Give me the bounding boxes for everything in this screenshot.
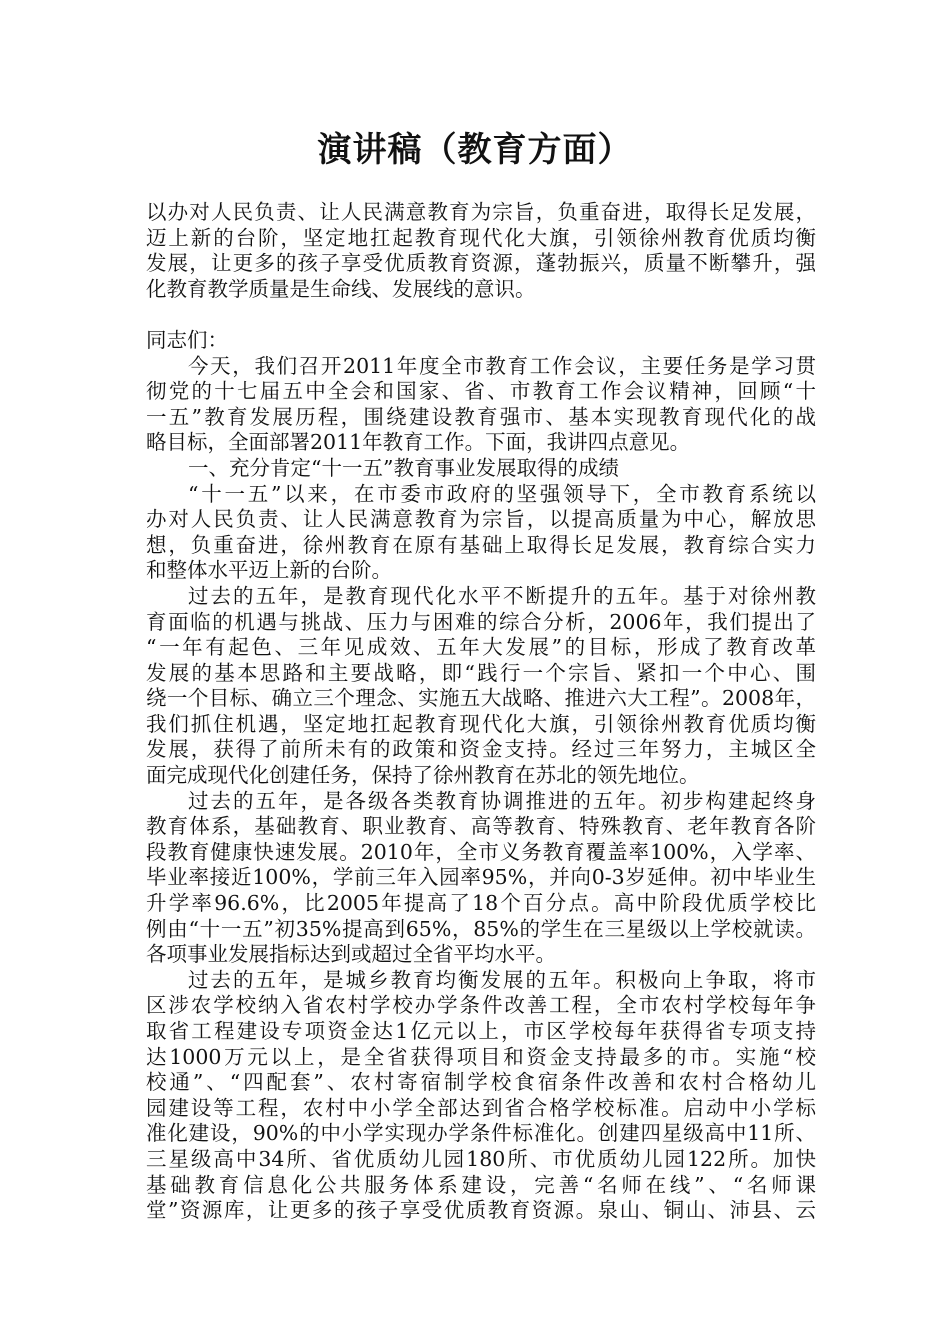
paragraph-line: “十一五”以来，在市委市政府的坚强领导下，全市教育系统以 — [188, 481, 816, 506]
paragraph-line: 堂”资源库，让更多的孩子享受优质教育资源。泉山、铜山、沛县、云 — [146, 1198, 816, 1223]
intro-line: 化教育教学质量是生命线、发展线的意识。 — [146, 276, 536, 301]
intro-line: 以办对人民负责、让人民满意教育为宗旨，负重奋进，取得长足发展， — [146, 200, 816, 224]
paragraph-line: 各项事业发展指标达到或超过全省平均水平。 — [146, 942, 556, 967]
section-heading: 一、充分肯定“十一五”教育事业发展取得的成绩 — [188, 455, 619, 480]
paragraph-line: 略目标，全面部署2011年教育工作。下面，我讲四点意见。 — [146, 430, 691, 455]
paragraph-line: 升学率96.6%，比2005年提高了18个百分点。高中阶段优质学校比 — [146, 891, 816, 916]
paragraph-line: 过去的五年，是教育现代化水平不断提升的五年。基于对徐州教 — [188, 583, 816, 608]
paragraph-line: 过去的五年，是城乡教育均衡发展的五年。积极向上争取，将市 — [188, 967, 816, 992]
paragraph-line: 我们抓住机遇，坚定地扛起教育现代化大旗，引领徐州教育优质均衡 — [146, 711, 816, 736]
document-body — [146, 200, 816, 1224]
paragraph-line: 彻党的十七届五中全会和国家、省、市教育工作会议精神，回顾“十 — [146, 379, 816, 404]
paragraph-line: 基础教育信息化公共服务体系建设，完善“名师在线”、“名师课 — [146, 1172, 816, 1197]
paragraph-line: 办对人民负责、让人民满意教育为宗旨，以提高质量为中心，解放思 — [146, 507, 816, 532]
salutation: 同志们： — [146, 327, 228, 352]
paragraph-line: 发展的基本思路和主要战略，即“践行一个宗旨、紧扣一个中心、围 — [146, 660, 816, 685]
paragraph-line: “一年有起色、三年见成效、五年大发展”的目标，形成了教育改革 — [146, 635, 816, 660]
paragraph-line: 和整体水平迈上新的台阶。 — [146, 558, 392, 583]
paragraph-line: 达1000万元以上，是全省获得项目和资金支持最多的市。实施“校 — [146, 1044, 816, 1069]
paragraph-line: 园建设等工程，农村中小学全部达到省合格学校标准。启动中小学标 — [146, 1095, 816, 1120]
paragraph-line: 教育体系，基础教育、职业教育、高等教育、特殊教育、老年教育各阶 — [146, 814, 816, 839]
paragraph-line: 三星级高中34所、省优质幼儿园180所、市优质幼儿园122所。加快 — [146, 1146, 816, 1171]
paragraph-line: 今天，我们召开2011年度全市教育工作会议，主要任务是学习贯 — [188, 353, 816, 378]
paragraph-line: 育面临的机遇与挑战、压力与困难的综合分析，2006年，我们提出了 — [146, 609, 816, 634]
paragraph-line: 段教育健康快速发展。2010年，全市义务教育覆盖率100%，入学率、 — [146, 839, 816, 864]
intro-line: 迈上新的台阶，坚定地扛起教育现代化大旗，引领徐州教育优质均衡 — [146, 225, 816, 250]
paragraph-line: 绕一个目标、确立三个理念、实施五大战略、推进六大工程”。2008年， — [146, 686, 816, 711]
paragraph-line: 区涉农学校纳入省农村学校办学条件改善工程，全市农村学校每年争 — [146, 993, 816, 1018]
intro-line: 发展，让更多的孩子享受优质教育资源，蓬勃振兴，质量不断攀升，强 — [146, 251, 816, 276]
blank-line — [146, 302, 816, 328]
paragraph-line: 取省工程建设专项资金达1亿元以上，市区学校每年获得省专项支持 — [146, 1019, 816, 1043]
paragraph-line: 过去的五年，是各级各类教育协调推进的五年。初步构建起终身 — [188, 788, 816, 813]
paragraph-line: 毕业率接近100%，学前三年入园率95%，并向0-3岁延伸。初中毕业生 — [146, 865, 816, 890]
paragraph-line: 发展，获得了前所未有的政策和资金支持。经过三年努力，主城区全 — [146, 737, 816, 762]
document-title: 演讲稿（教育方面） — [317, 130, 633, 170]
paragraph-line: 例由“十一五”初35%提高到65%，85%的学生在三星级以上学校就读。 — [146, 916, 816, 941]
paragraph-line: 面完成现代化创建任务，保持了徐州教育在苏北的领先地位。 — [146, 763, 700, 788]
paragraph-line: 准化建设，90%的中小学实现办学条件标准化。创建四星级高中11所、 — [146, 1121, 816, 1146]
paragraph-line: 校通”、“四配套”、农村寄宿制学校食宿条件改善和农村合格幼儿 — [146, 1070, 816, 1095]
paragraph-line: 想，负重奋进，徐州教育在原有基础上取得长足发展，教育综合实力 — [146, 532, 816, 557]
paragraph-line: 一五”教育发展历程，围绕建设教育强市、基本实现教育现代化的战 — [146, 404, 816, 429]
